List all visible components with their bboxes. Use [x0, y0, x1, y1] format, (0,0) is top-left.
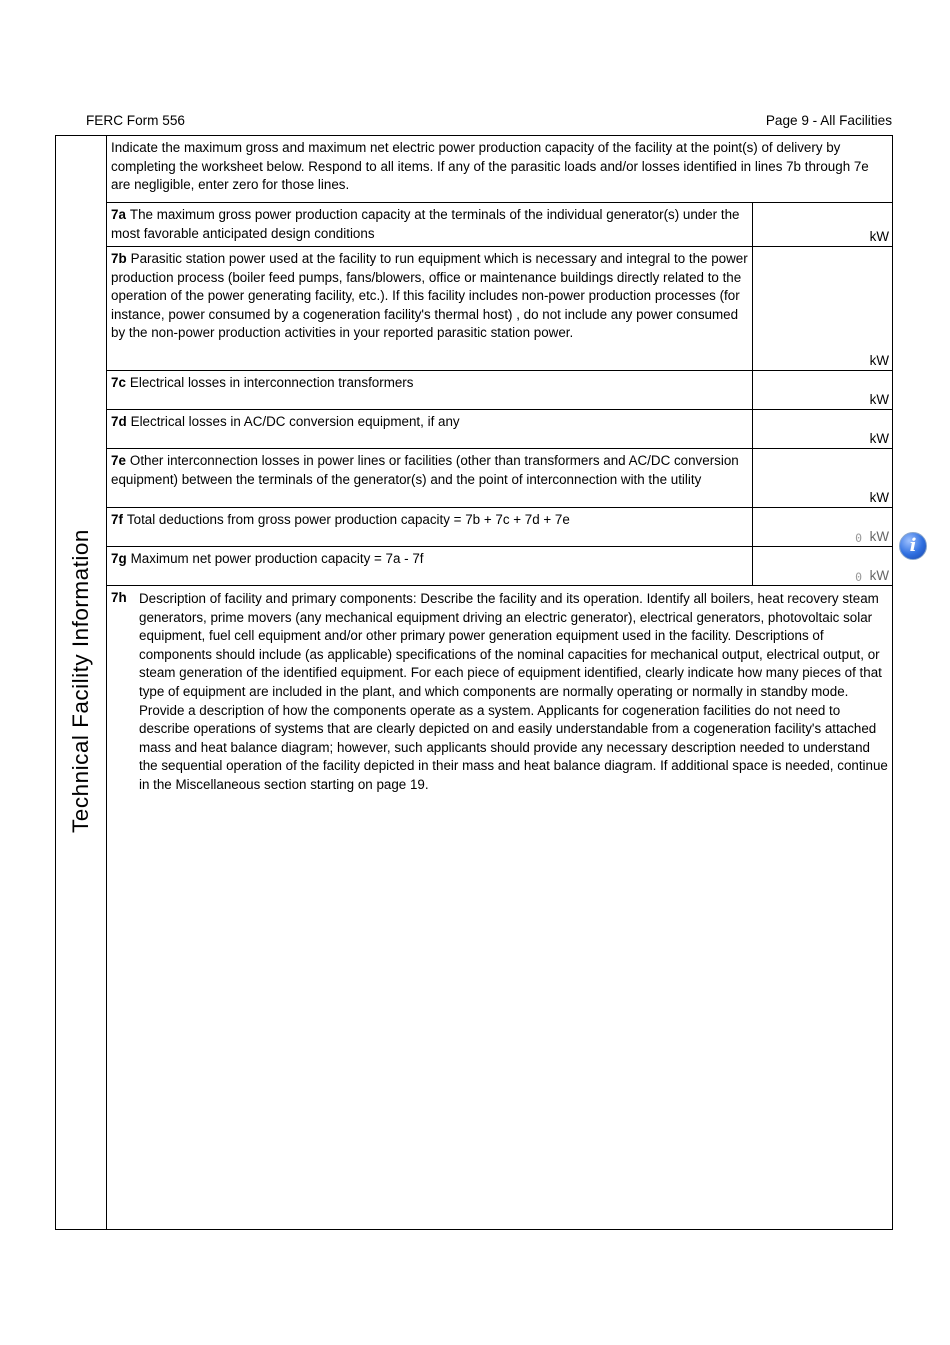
item-7a-input[interactable]: [752, 203, 892, 246]
unit-label: kW: [869, 568, 889, 583]
item-7b-input[interactable]: [752, 247, 892, 370]
item-7b-text: [111, 250, 749, 343]
item-7c-row: [107, 371, 892, 410]
item-7b-row: [107, 247, 892, 371]
item-7e-text: [111, 452, 749, 489]
item-7h-area[interactable]: [107, 586, 892, 1229]
computed-value: 0: [855, 531, 862, 545]
unit-label: kW: [869, 392, 889, 407]
item-7g-row: [107, 547, 892, 586]
item-7a-row: [107, 203, 892, 247]
item-number: 7f: [111, 512, 123, 527]
item-label: Total deductions from gross power production capacity = 7b + 7c + 7d + 7e: [126, 512, 570, 527]
item-7c-input[interactable]: [752, 371, 892, 409]
item-number: 7b: [111, 251, 127, 266]
item-7g-value: [752, 547, 892, 585]
section-title: Technical Facility Information: [68, 529, 93, 833]
item-number: 7e: [111, 453, 126, 468]
item-7d-row: [107, 410, 892, 449]
item-label: Electrical losses in interconnection transformers: [129, 375, 414, 390]
item-7e-row: [107, 449, 892, 508]
computed-value: 0: [855, 570, 862, 584]
intro-text: Indicate the maximum gross and maximum net electric power production capacity of the facility at the point(s) of delivery by completing the worksheet below. Respond to all items. If any of the parasitic loads and/or losses identified in lines 7b through 7e are negligible, enter zero for those lines.: [111, 140, 869, 193]
item-number: 7h: [111, 590, 127, 605]
item-number: 7c: [111, 375, 126, 390]
item-7c-text: [111, 374, 749, 393]
info-icon[interactable]: i: [899, 532, 927, 560]
unit-label: kW: [869, 529, 889, 544]
item-7d-input[interactable]: [752, 410, 892, 448]
item-label: Maximum net power production capacity = 7a - 7f: [130, 551, 424, 566]
item-7g-text: [111, 550, 749, 569]
item-7f-text: [111, 511, 749, 530]
unit-label: kW: [869, 490, 889, 505]
item-label: Electrical losses in AC/DC conversion equipment, if any: [130, 414, 460, 429]
intro-row: [107, 136, 892, 203]
item-number: 7a: [111, 207, 126, 222]
side-column: [56, 136, 107, 1229]
unit-label: kW: [869, 431, 889, 446]
page-label: Page 9 - All Facilities: [765, 113, 892, 128]
item-7a-text: [111, 206, 749, 243]
item-7e-input[interactable]: [752, 449, 892, 507]
item-number: 7d: [111, 414, 127, 429]
item-label: The maximum gross power production capacity at the terminals of the individual generator(s) under the most favorable anticipated design conditions: [111, 207, 740, 241]
item-label: Parasitic station power used at the facility to run equipment which is necessary and integral to the power production process (boiler feed pumps, fans/blowers, office or maintenance buildings directly related to the operation of the power generating facility, etc.). If this facility includes non-power production processes (for instance, power consumed by a cogeneration facility's thermal host) , do not include any power consumed by the non-power production activities in your reported parasitic station power.: [111, 251, 748, 341]
item-number: 7g: [111, 551, 127, 566]
item-7f-row: [107, 508, 892, 547]
item-7h-text: Description of facility and primary components: Describe the facility and its operation. Identify all boilers, heat recovery steam generators, prime movers (any mechanical equipment driving an electric generator), electrical generators, photovoltaic solar equipment, fuel cell equipment and/or other primary power generation equipment used in the facility. Descriptions of components should include (as applicable) specifications of the nominal capacities for mechanical output, electrical output, or steam generation of the identified equipment. For each piece of equipment identified, clearly indicate how many pieces of that type of equipment are included in the plant, and which components are normally operating or normally in standby mode. Provide a description of how the components operate as a system. Applicants for cogeneration facilities do not need to describe operations of systems that are clearly depicted on and easily understandable from a cogeneration facility's attached mass and heat balance diagram; however, such applicants should provide any necessary description needed to understand the sequential operation of the facility depicted in their mass and heat balance diagram. If additional space is needed, continue in the Miscellaneous section starting on page 19.: [139, 591, 888, 792]
item-7f-value: [752, 508, 892, 546]
unit-label: kW: [869, 229, 889, 244]
form-frame: [55, 135, 893, 1230]
item-label: Other interconnection losses in power lines or facilities (other than transformers and AC/DC conversion equipment) between the terminals of the generator(s) and the point of interconnection with the utility: [111, 453, 739, 487]
unit-label: kW: [869, 353, 889, 368]
item-7d-text: [111, 413, 749, 432]
form-name: FERC Form 556: [86, 113, 185, 128]
